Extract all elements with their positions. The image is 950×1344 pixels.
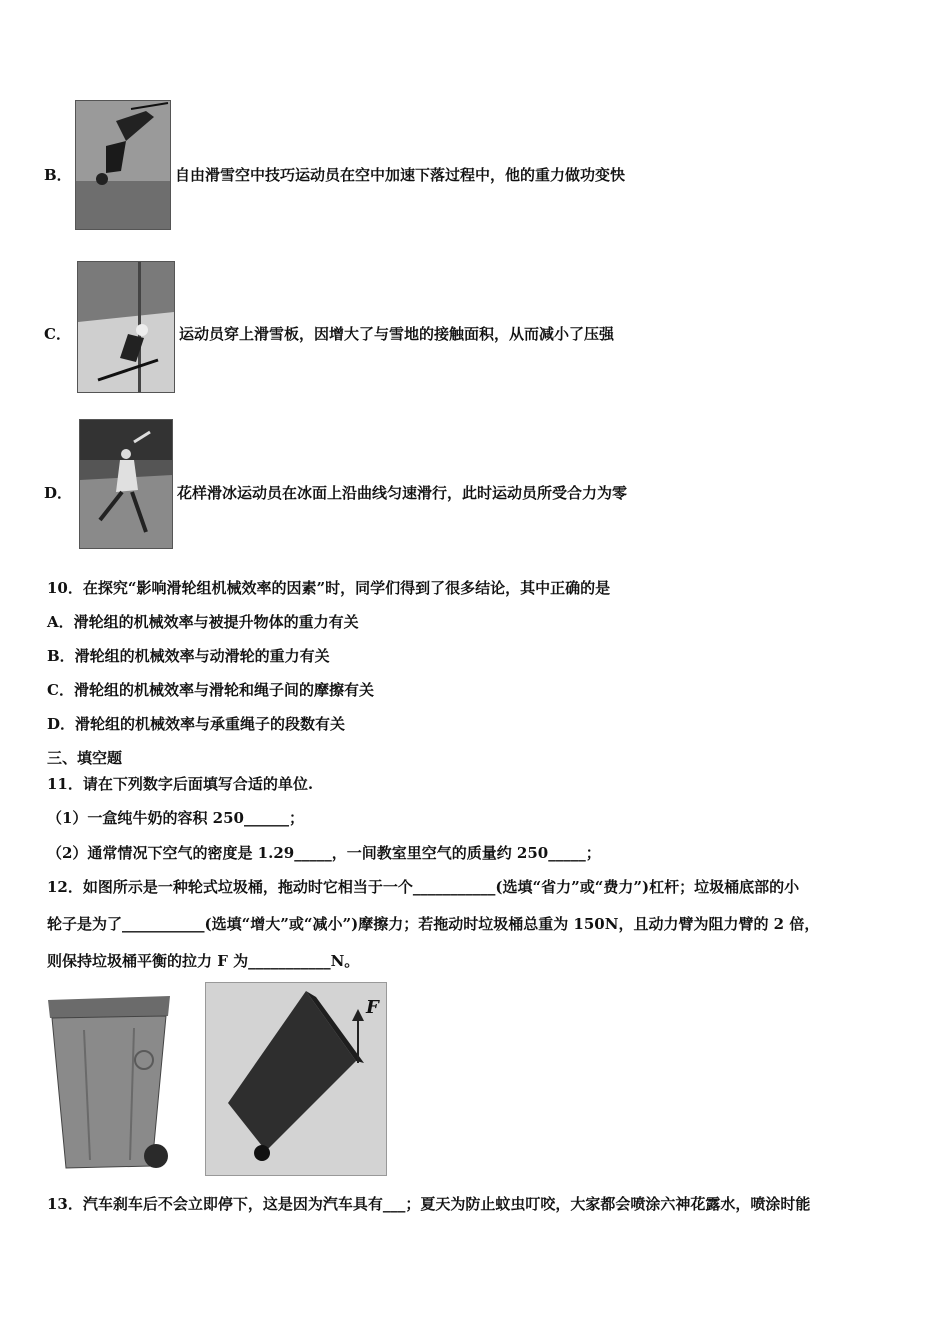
option-b-text: 自由滑雪空中技巧运动员在空中加速下落过程中，他的重力做功变快	[175, 166, 626, 184]
aerial-skier-photo	[75, 100, 171, 230]
question-11-stem: 11．请在下列数字后面填写合适的单位.	[47, 775, 314, 793]
force-label-f: F	[366, 997, 379, 1018]
q11-item-2: （2）通常情况下空气的密度是 1.29_____，一间教室里空气的质量约 250_____；	[47, 844, 601, 862]
question-13-text: 13．汽车刹车后不会立即停下，这是因为汽车具有___；夏天为防止蚊虫叮咬，大家都会喷涂六神花露水，喷涂时能	[47, 1195, 811, 1213]
q11-item-1: （1）一盒纯牛奶的容积 250______；	[47, 809, 304, 827]
option-d-text: 花样滑冰运动员在冰面上沿曲线匀速滑行，此时运动员所受合力为零	[177, 484, 628, 502]
trash-bin-lever-diagram	[205, 982, 387, 1176]
option-c-letter: C．	[44, 325, 71, 343]
q10-option-d: D．滑轮组的机械效率与承重绳子的段数有关	[47, 715, 346, 733]
skier-on-snow-photo	[77, 261, 175, 393]
section-title: 三、填空题	[47, 749, 123, 767]
option-d-letter: D．	[44, 484, 73, 502]
wheeled-trash-bin-photo	[44, 990, 174, 1176]
q12-line-2: 轮子是为了___________(选填“增大”或“减小”)摩擦力；若拖动时垃圾桶总重为 150N，且动力臂为阻力臂的 2 倍，	[47, 915, 820, 933]
option-c-text: 运动员穿上滑雪板，因增大了与雪地的接触面积，从而减小了压强	[179, 325, 615, 343]
option-b-letter: B．	[44, 166, 72, 184]
q10-option-a: A．滑轮组的机械效率与被提升物体的重力有关	[47, 613, 359, 631]
figure-skater-photo	[79, 419, 173, 549]
q12-line-1: 12．如图所示是一种轮式垃圾桶，拖动时它相当于一个___________(选填“省力”或“费力”)杠杆；垃圾桶底部的小	[47, 878, 800, 896]
question-10-stem: 10．在探究“影响滑轮组机械效率的因素”时，同学们得到了很多结论，其中正确的是	[47, 579, 611, 597]
q10-option-c: C．滑轮组的机械效率与滑轮和绳子间的摩擦有关	[47, 681, 374, 699]
q12-line-3: 则保持垃圾桶平衡的拉力 F 为___________N。	[47, 952, 360, 970]
q10-option-b: B．滑轮组的机械效率与动滑轮的重力有关	[47, 647, 330, 665]
